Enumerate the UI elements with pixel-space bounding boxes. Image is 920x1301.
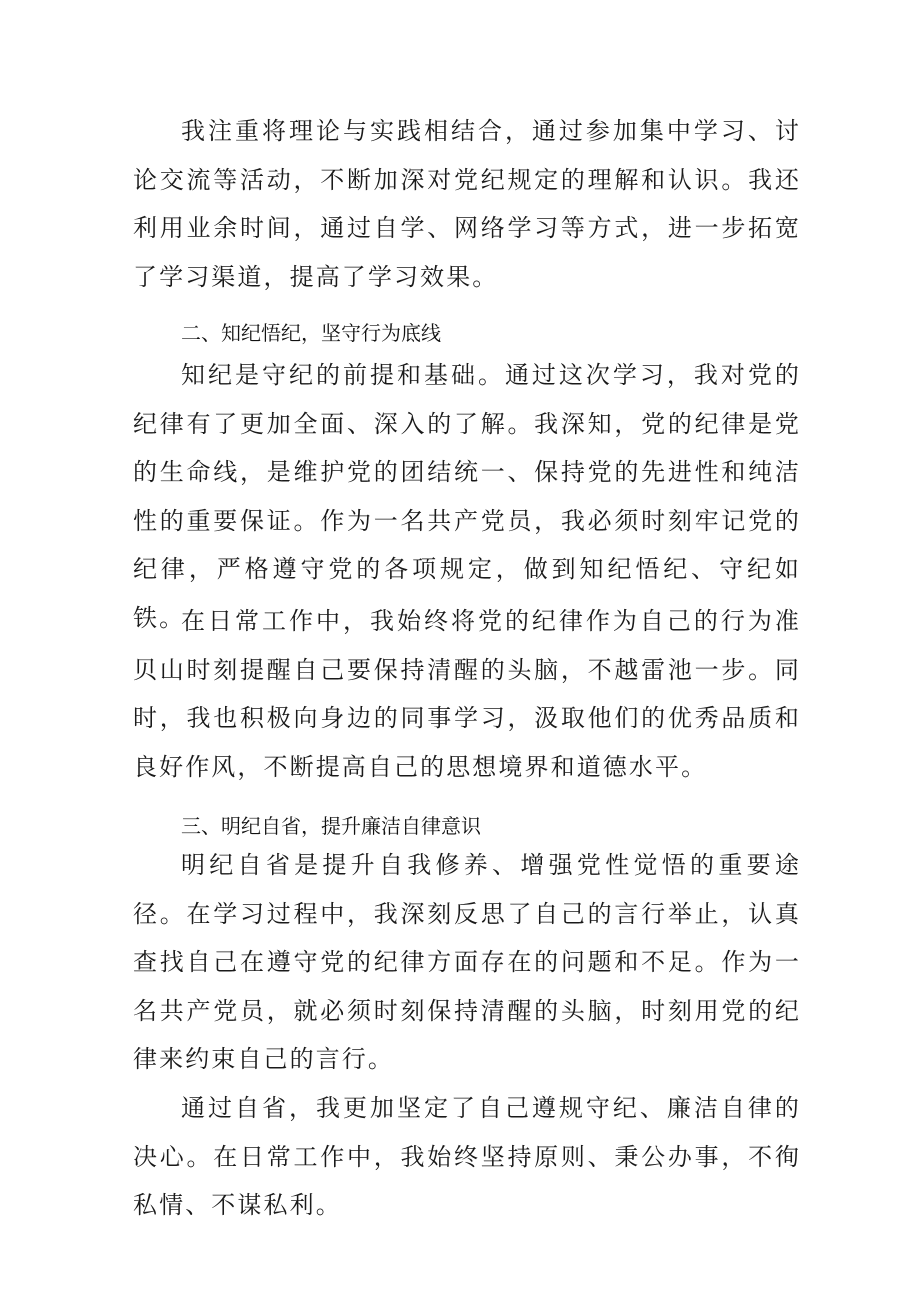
body-paragraph: 我注重将理论与实践相结合，通过参加集中学习、讨论交流等活动，不断加深对党纪规定的理解和认识。我还利用业余时间，通过自学、网络学习等方式，进一步拓宽了学习渠道，提高了学习效果。 [133, 117, 801, 291]
body-paragraph: 知纪是守纪的前提和基础。通过这次学习，我对党的纪律有了更加全面、深入的了解。我深知，党的纪律是党的生命线，是维护党的团结统一、保持党的先进性和纯洁性的重要保证。作为一名共产党员，我必须时刻牢记党的纪律，严格遵守党的各项规定，做到知纪悟纪、守纪如铁。 [133, 361, 801, 632]
body-paragraph: 在日常工作中，我始终将党的纪律作为自己的行为准贝山时刻提醒自己要保持清醒的头脑，不越雷池一步。同时，我也积极向身边的同事学习，汲取他们的优秀品质和良好作风，不断提高自己的思想境界和道德水平。 [133, 607, 801, 781]
body-paragraph: 通过自省，我更加坚定了自己遵规守纪、廉洁自律的决心。在日常工作中，我始终坚持原则、秉公办事，不徇私情、不谋私利。 [133, 1094, 801, 1219]
section-heading: 三、明纪自省，提升廉洁自律意识 [181, 814, 481, 838]
body-paragraph: 明纪自省是提升自我修养、增强党性觉悟的重要途径。在学习过程中，我深刻反思了自己的言行举止，认真查找自己在遵守党的纪律方面存在的问题和不足。作为一名共产党员，就必须时刻保持清醒的头脑，时刻用党的纪律来约束自己的言行。 [133, 851, 801, 1073]
section-heading: 二、知纪悟纪，坚守行为底线 [181, 321, 441, 345]
